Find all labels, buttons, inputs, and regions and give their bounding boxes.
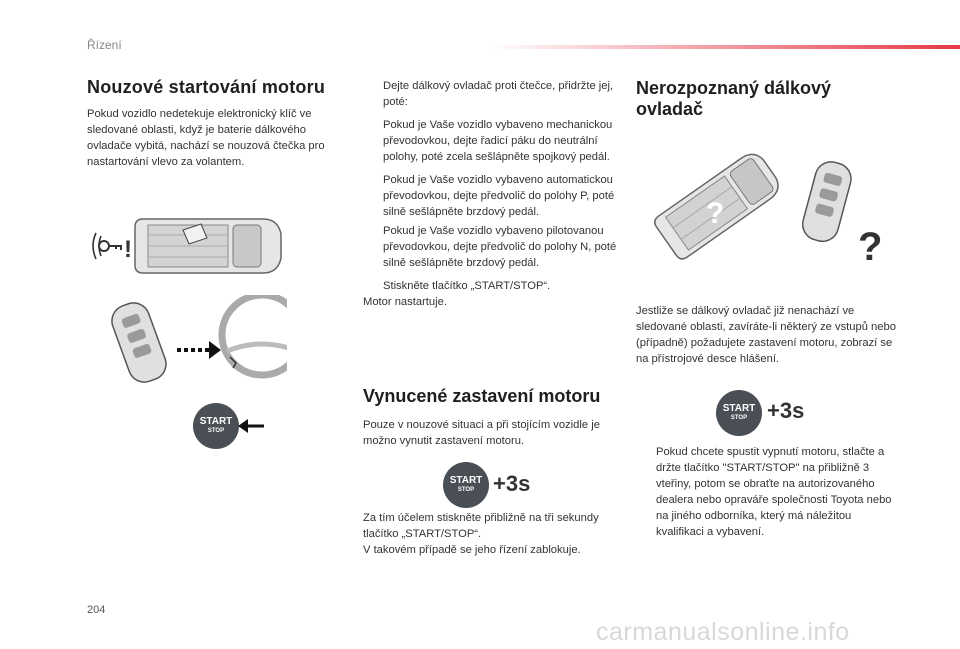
forced-stop-title: Vynucené zastavení motoru [363, 386, 601, 406]
section-header: Řízení [87, 38, 122, 52]
watermark: carmanualsonline.info [596, 618, 850, 646]
stop-label: STOP [730, 415, 748, 421]
start-stop-button [443, 462, 489, 508]
question-mark-icon: ? [858, 225, 883, 269]
key-fob-icon [107, 298, 170, 386]
car-key-illustration [88, 205, 288, 285]
key-fob-icon [799, 158, 854, 245]
step-text: Pokud je Vaše vozidlo vybaveno pilotovanou převodovkou, dejte předvolič do polohy N, poté silně sešlápněte brzdový pedál. [383, 225, 617, 269]
start-label: START [199, 416, 233, 427]
emergency-start-steps [363, 78, 623, 310]
key-warning-icon [93, 233, 121, 259]
start-stop-button [716, 390, 762, 436]
forced-stop-text-2: Za tím účelem stiskněte přibližně na tři sekundy tlačítko „START/STOP“. V takovém případě se jeho řízení zablokuje. [363, 512, 599, 556]
start-label: START [722, 403, 756, 414]
result-text: Motor nastartuje. [363, 296, 447, 308]
step-text: Dejte dálkový ovladač proti čtečce, přidržte jej, poté: [383, 80, 614, 108]
left-arrow-icon [236, 418, 266, 434]
arrow-icon [177, 341, 221, 359]
step-text: Stiskněte tlačítko „START/STOP“. [383, 280, 551, 292]
start-stop-button [193, 403, 239, 449]
start-label: START [449, 475, 483, 486]
svg-text:!: ! [124, 236, 132, 263]
unrecognized-step [636, 444, 898, 547]
plus-3-seconds-label: +3s [493, 471, 531, 496]
step-item [636, 444, 898, 540]
stop-label: STOP [457, 487, 475, 493]
plus-3-seconds-label: +3s [767, 398, 805, 423]
question-mark-icon: ? [706, 197, 725, 230]
step-item [363, 117, 623, 165]
car-unrecognized-key-illustration [648, 140, 898, 270]
car-top-view [135, 219, 281, 273]
step-item [363, 223, 623, 271]
unrecognized-text: Jestliže se dálkový ovladač již nenachází ve sledované oblasti, zavíráte-li některý ze vstupů nebo (případně) požadujete zastavení motoru, zobrazí se na přístrojové desce hlášení. [636, 305, 896, 365]
emergency-start-title: Nouzové startování motoru [87, 77, 326, 97]
unrecognized-title: Nerozpoznaný dálkový ovladač [636, 78, 832, 119]
step-text: Pokud je Vaše vozidlo vybaveno automatickou převodovkou, dejte předvolič do polohy P, poté silně sešlápněte brzdový pedál. [383, 174, 615, 218]
step-item [363, 278, 623, 294]
key-to-reader-illustration [97, 295, 287, 395]
step-text: Pokud chcete spustit vypnutí motoru, stlačte a držte tlačítko "START/STOP" na přibližně 3 vteřiny, potom se obraťte na autorizovaného dealera nebo opraváře společnosti Toyota nebo na jiného odborníka, který má náležitou kvalifikaci a vybavení. [656, 446, 892, 538]
stop-label: STOP [207, 428, 225, 434]
step-item [363, 172, 623, 220]
forced-stop-text: Pouze v nouzové situaci a při stojícím vozidle je možno vynutit zastavení motoru. [363, 419, 600, 447]
steering-wheel-icon [222, 295, 287, 375]
step-text: Pokud je Vaše vozidlo vybaveno mechanickou převodovkou, dejte řadicí páku do neutrální polohy, poté zcela sešlápněte spojkový pedál. [383, 119, 613, 163]
header-accent-line [490, 45, 960, 49]
page-number: 204 [87, 604, 106, 616]
step-item [363, 78, 623, 110]
emergency-start-text: Pokud vozidlo nedetekuje elektronický klíč ve sledované oblasti, když je baterie dálkového ovladače vybitá, nachází se nouzová čtečka pro nastartování vlevo za volantem. [87, 108, 325, 168]
